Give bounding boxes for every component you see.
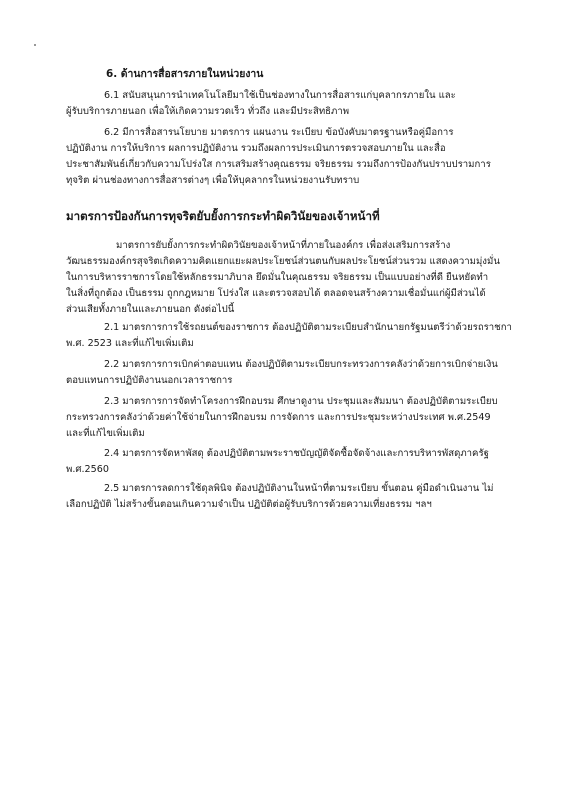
measure-2-1 bbox=[66, 320, 536, 352]
scan-speck bbox=[34, 44, 36, 46]
paragraph-6-1 bbox=[66, 88, 536, 120]
paragraph-line: ทุจริต ผ่านช่องทางการสื่อสารต่างๆ เพื่อให้บุคลากรในหน่วยงานรับทราบ bbox=[66, 175, 360, 186]
paragraph-line: พ.ศ.2560 bbox=[66, 464, 109, 475]
paragraph-line: พ.ศ. 2523 และที่แก้ไขเพิ่มเติม bbox=[66, 338, 194, 349]
paragraph-line: 2.2 มาตรการการเบิกค่าตอบแทน ต้องปฏิบัติตามระเบียบกระทรวงการคลังว่าด้วยการเบิกจ่ายเงิน bbox=[104, 359, 498, 370]
measure-2-5 bbox=[66, 481, 536, 513]
section-6-heading: 6. ด้านการสื่อสารภายในหน่วยงาน bbox=[106, 68, 264, 80]
measures-intro bbox=[66, 238, 536, 318]
paragraph-line: 6.2 มีการสื่อสารนโยบาย มาตรการ แผนงาน ระเบียบ ข้อบังคับมาตรฐานหรือคู่มือการ bbox=[104, 127, 454, 138]
paragraph-line: 6.1 สนับสนุนการนำเทคโนโลยีมาใช้เป็นช่องทางในการสื่อสารแก่บุคลากรภายใน และ bbox=[104, 90, 456, 101]
section-6 bbox=[66, 66, 536, 82]
paragraph-line: ประชาสัมพันธ์เกี่ยวกับความโปร่งใส การเสริมสร้างคุณธรรม จริยธรรม รวมถึงการป้องกันปราบปรามการ bbox=[66, 159, 491, 170]
section-measures-heading: มาตรการป้องกันการทุจริตยับยั้งการกระทำผิดวินัยของเจ้าหน้าที่ bbox=[66, 209, 380, 223]
paragraph-line: ตอบแทนการปฏิบัติงานนอกเวลาราชการ bbox=[66, 375, 233, 386]
paragraph-6-2 bbox=[66, 125, 536, 189]
paragraph-line: วัฒนธรรมองค์กรสุจริตเกิดความคิดแยกแยะผลประโยชน์ส่วนตนกับผลประโยชน์ส่วนรวม แสดงความมุ่งมั่น bbox=[66, 256, 500, 267]
paragraph-line: มาตรการยับยั้งการกระทำผิดวินัยของเจ้าหน้าที่ภายในองค์กร เพื่อส่งเสริมการสร้าง bbox=[116, 240, 451, 251]
measure-2-4 bbox=[66, 446, 536, 478]
paragraph-line: และที่แก้ไขเพิ่มเติม bbox=[66, 428, 145, 439]
paragraph-line: ในสิ่งที่ถูกต้อง เป็นธรรม ถูกกฎหมาย โปร่งใส และตรวจสอบได้ ตลอดจนสร้างความเชื่อมั่นแก่ผู้มีส่วนได้ bbox=[66, 288, 486, 299]
paragraph-line: 2.4 มาตรการจัดหาพัสดุ ต้องปฏิบัติตามพระราชบัญญัติจัดซื้อจัดจ้างและการบริหารพัสดุภาครัฐ bbox=[104, 448, 489, 459]
paragraph-line: ในการบริหารราชการโดยใช้หลักธรรมาภิบาล ยึดมั่นในคุณธรรม จริยธรรม เป็นแบบอย่างที่ดี ยืนหยัดทำ bbox=[66, 272, 489, 283]
measure-2-3 bbox=[66, 394, 536, 442]
paragraph-line: ส่วนเสียทั้งภายในและภายนอก ดังต่อไปนี้ bbox=[66, 304, 235, 315]
section-measures bbox=[66, 208, 536, 224]
measure-2-2 bbox=[66, 357, 536, 389]
paragraph-line: กระทรวงการคลังว่าด้วยค่าใช้จ่ายในการฝึกอบรม การจัดการ และการประชุมระหว่างประเทศ พ.ศ.2549 bbox=[66, 412, 491, 423]
paragraph-line: 2.5 มาตรการลดการใช้ดุลพินิจ ต้องปฏิบัติงานในหน้าที่ตามระเบียบ ขั้นตอน คู่มือดำเนินงาน ไม่ bbox=[104, 483, 494, 494]
paragraph-line: 2.3 มาตรการการจัดทำโครงการฝึกอบรม ศึกษาดูงาน ประชุมและสัมมนา ต้องปฏิบัติตามระเบียบ bbox=[104, 396, 498, 407]
paragraph-line: 2.1 มาตรการการใช้รถยนต์ของราชการ ต้องปฏิบัติตามระเบียบสำนักนายกรัฐมนตรีว่าด้วยรถราชกา bbox=[104, 322, 512, 333]
paragraph-line: ผู้รับบริการภายนอก เพื่อให้เกิดความรวดเร็ว ทั่วถึง และมีประสิทธิภาพ bbox=[66, 106, 350, 117]
paragraph-line: ปฏิบัติงาน การให้บริการ ผลการปฏิบัติงาน รวมถึงผลการประเมินการตรวจสอบภายใน และสื่อ bbox=[66, 143, 446, 154]
paragraph-line: เลือกปฏิบัติ ไม่สร้างขั้นตอนเกินความจำเป็น ปฏิบัติต่อผู้รับบริการด้วยความเที่ยงธรรม ฯลฯ bbox=[66, 499, 432, 510]
